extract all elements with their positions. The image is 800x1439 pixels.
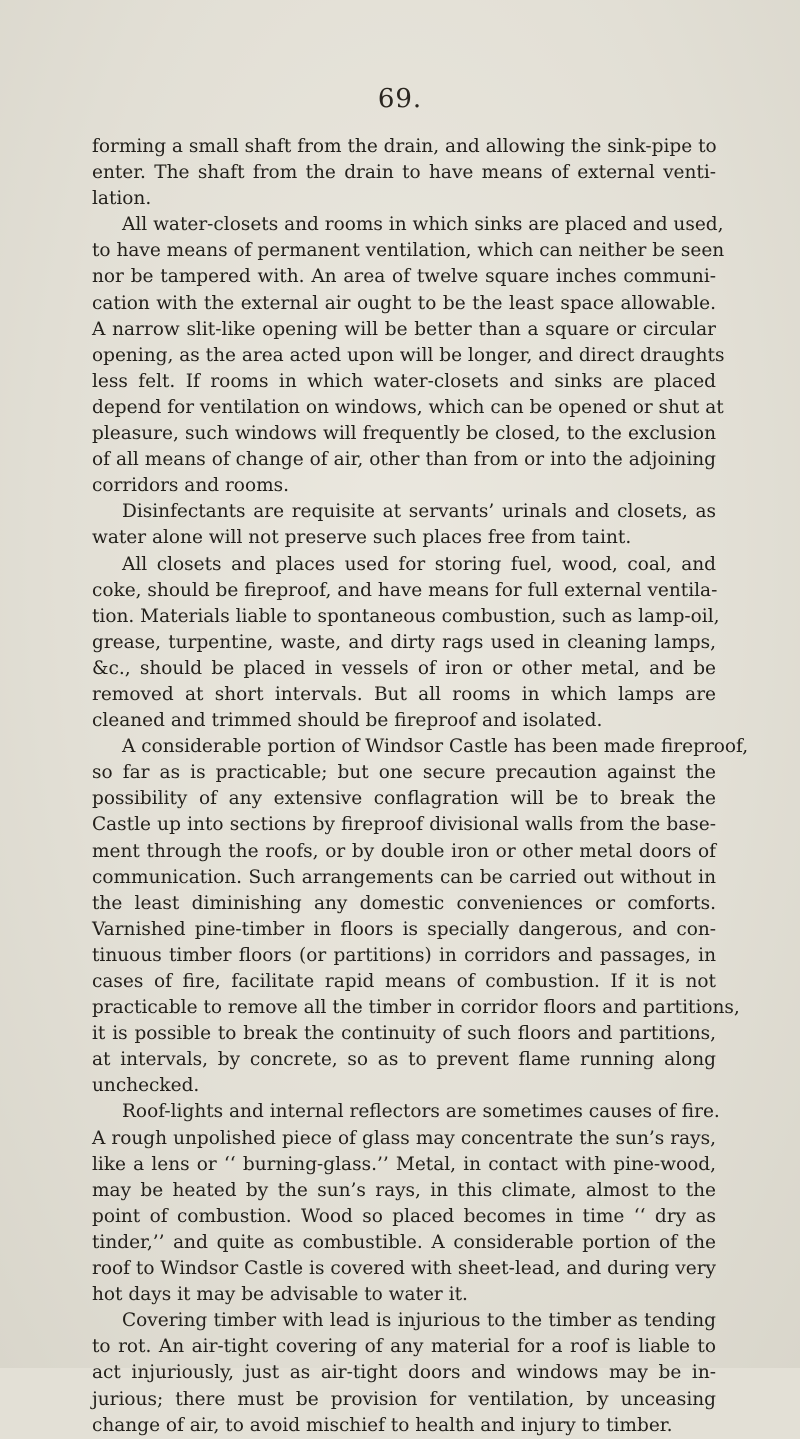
text-line: point of combustion. Wood so placed becomes in time ‘‘ dry as	[92, 1205, 716, 1227]
text-line: opening, as the area acted upon will be longer, and direct draughts	[92, 344, 725, 366]
paragraph-6	[92, 1099, 720, 1308]
text-line: Roof-lights and internal reflectors are sometimes causes of fire.	[122, 1101, 720, 1123]
text-line: change of air, to avoid mischief to health and injury to timber.	[92, 1414, 673, 1436]
text-line: hot days it may be advisable to water it.	[92, 1284, 468, 1306]
text-line: tinuous timber floors (or partitions) in corridors and passages, in	[92, 944, 716, 966]
paragraph-4	[92, 552, 720, 735]
text-line: Disinfectants are requisite at servants’ urinals and closets, as	[122, 501, 716, 523]
text-line: to have means of permanent ventilation, which can neither be seen	[92, 240, 725, 262]
text-line: cleaned and trimmed should be fireproof and isolated.	[92, 710, 603, 732]
text-line: may be heated by the sun’s rays, in this climate, almost to the	[92, 1179, 716, 1201]
text-line: ment through the roofs, or by double iron or other metal doors of	[92, 840, 716, 862]
text-line: practicable to remove all the timber in corridor floors and partitions,	[92, 997, 740, 1019]
body-text	[92, 134, 749, 1439]
text-line: water alone will not preserve such places free from taint.	[92, 527, 632, 549]
page-number: 69.	[377, 84, 423, 114]
text-line: Covering timber with lead is injurious to the timber as tending	[122, 1310, 716, 1332]
text-line: All water-closets and rooms in which sinks are placed and used,	[122, 214, 724, 236]
text-line: pleasure, such windows will frequently be closed, to the exclusion	[92, 423, 716, 445]
paragraph-2	[92, 212, 725, 499]
text-line: removed at short intervals. But all rooms in which lamps are	[92, 683, 716, 705]
text-line: &c., should be placed in vessels of iron or other metal, and be	[92, 657, 716, 679]
text-line: depend for ventilation on windows, which can be opened or shut at	[92, 396, 724, 418]
paragraph-3	[92, 499, 716, 551]
text-line: forming a small shaft from the drain, and allowing the sink-pipe to	[92, 136, 717, 157]
text-line: tinder,’’ and quite as combustible. A considerable portion of the	[92, 1231, 716, 1253]
text-line: at intervals, by concrete, so as to prevent flame running along	[92, 1049, 716, 1071]
text-line: it is possible to break the continuity of such floors and partitions,	[92, 1023, 716, 1045]
text-line: coke, should be fireproof, and have means for full external ventila-	[92, 579, 718, 601]
text-line: A narrow slit-like opening will be better than a square or circular	[92, 318, 716, 340]
text-line: tion. Materials liable to spontaneous combustion, such as lamp-oil,	[92, 605, 720, 627]
paragraph-1	[92, 134, 716, 212]
text-line: like a lens or ‘‘ burning-glass.’’ Metal, in contact with pine-wood,	[92, 1153, 716, 1175]
text-line: enter. The shaft from the drain to have means of external venti-	[92, 162, 716, 184]
text-line: jurious; there must be provision for ventilation, by unceasing	[92, 1388, 716, 1410]
text-line: Castle up into sections by fireproof divisional walls from the base-	[92, 814, 716, 836]
text-line: the least diminishing any domestic conveniences or comforts.	[92, 892, 716, 914]
text-line: cases of fire, facilitate rapid means of combustion. If it is not	[92, 971, 716, 992]
text-line: All closets and places used for storing fuel, wood, coal, and	[122, 553, 716, 575]
text-line: act injuriously, just as air-tight doors and windows may be in-	[92, 1362, 716, 1384]
text-line: cation with the external air ought to be the least space allowable.	[92, 292, 716, 314]
paragraph-7	[92, 1308, 716, 1438]
text-line: A rough unpolished piece of glass may concentrate the sun’s rays,	[92, 1127, 716, 1149]
text-line: communication. Such arrangements can be carried out without in	[92, 866, 716, 888]
text-line: lation.	[92, 188, 152, 210]
text-line: less felt. If rooms in which water-closets and sinks are placed	[92, 370, 716, 392]
text-line: so far as is practicable; but one secure precaution against the	[92, 762, 716, 784]
text-line: roof to Windsor Castle is covered with sheet-lead, and during very	[92, 1258, 716, 1280]
text-line: to rot. An air-tight covering of any material for a roof is liable to	[92, 1336, 716, 1358]
text-line: A considerable portion of Windsor Castle has been made fireproof,	[122, 736, 749, 758]
text-line: nor be tampered with. An area of twelve square inches communi-	[92, 266, 716, 288]
text-line: unchecked.	[92, 1075, 200, 1097]
text-line: of all means of change of air, other than from or into the adjoining	[92, 449, 716, 471]
text-line: grease, turpentine, waste, and dirty rags used in cleaning lamps,	[92, 631, 716, 653]
paragraph-5	[92, 734, 749, 1099]
text-line: Varnished pine-timber in floors is specially dangerous, and con-	[92, 918, 716, 940]
text-line: corridors and rooms.	[92, 475, 290, 497]
text-line: possibility of any extensive conflagration will be to break the	[92, 788, 716, 810]
